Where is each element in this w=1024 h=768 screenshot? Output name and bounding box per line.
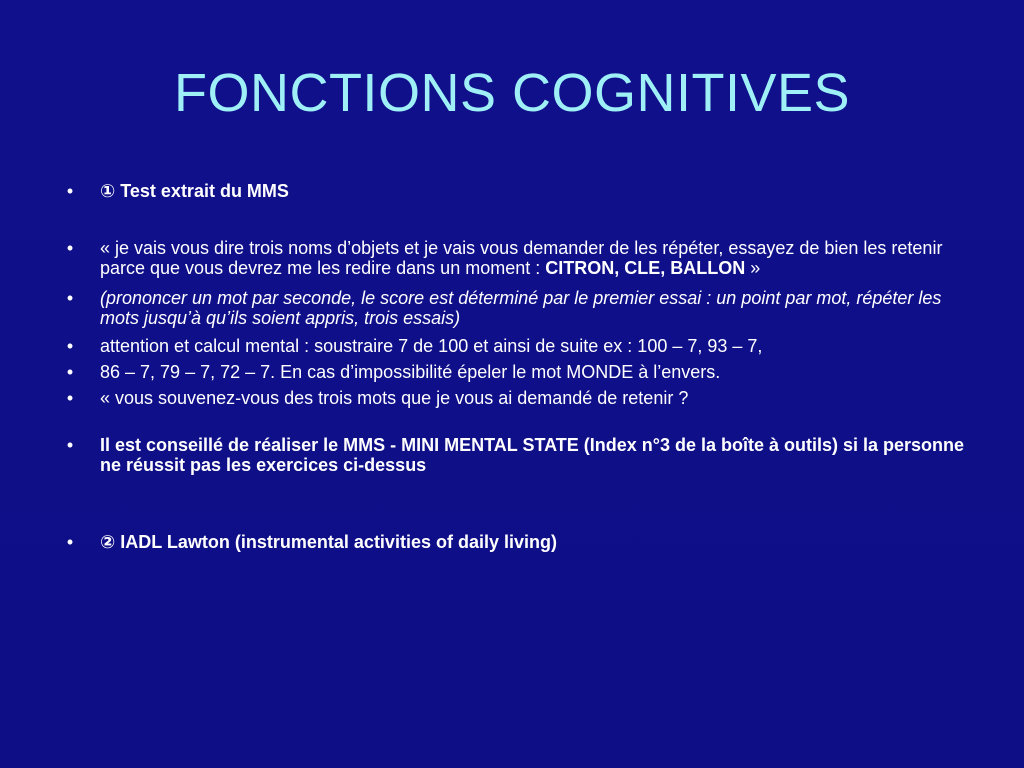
list-item-text: » xyxy=(745,258,761,278)
list-item-emphasis: CITRON, CLE, BALLON xyxy=(545,258,746,278)
list-item xyxy=(60,532,980,552)
slide-title: FONCTIONS COGNITIVES xyxy=(173,63,851,123)
bullet-list xyxy=(60,181,980,552)
list-item-text: ① Test extrait du MMS xyxy=(100,181,289,201)
list-item xyxy=(60,238,980,278)
bullet-icon: • xyxy=(66,435,74,455)
bullet-icon: • xyxy=(66,238,74,258)
list-item-text: 86 – 7, 79 – 7, 72 – 7. En cas d’impossibilité épeler le mot MONDE à l’envers. xyxy=(100,362,721,382)
bullet-icon: • xyxy=(66,288,74,308)
list-item-text: « vous souvenez-vous des trois mots que je vous ai demandé de retenir ? xyxy=(100,388,689,408)
list-item-text: (prononcer un mot par seconde, le score est déterminé par le premier essai : un point par mot, répéter les mots jusqu’à qu’ils soient appris, trois essais) xyxy=(100,288,942,328)
list-item xyxy=(60,181,980,201)
list-item-text: attention et calcul mental : soustraire 7 de 100 et ainsi de suite ex : 100 – 7, 93 – 7, xyxy=(100,336,763,356)
bullet-icon: • xyxy=(66,532,74,552)
list-item xyxy=(60,388,980,408)
list-item xyxy=(60,288,980,328)
list-item-text: « je vais vous dire trois noms d’objets et je vais vous demander de les répéter, essayez de bien les retenir parce que vous devrez me les redire dans un moment : xyxy=(100,238,943,278)
bullet-icon: • xyxy=(66,362,74,382)
bullet-icon: • xyxy=(66,388,74,408)
list-item xyxy=(60,435,980,475)
list-item-text: ② IADL Lawton (instrumental activities of daily living) xyxy=(100,532,557,552)
bullet-icon: • xyxy=(66,181,74,201)
list-item xyxy=(60,336,980,356)
bullet-icon: • xyxy=(66,336,74,356)
list-item xyxy=(60,362,980,382)
list-item-text: Il est conseillé de réaliser le MMS - MINI MENTAL STATE (Index n°3 de la boîte à outils) si la personne ne réussit pas les exercices ci-dessus xyxy=(100,435,965,475)
